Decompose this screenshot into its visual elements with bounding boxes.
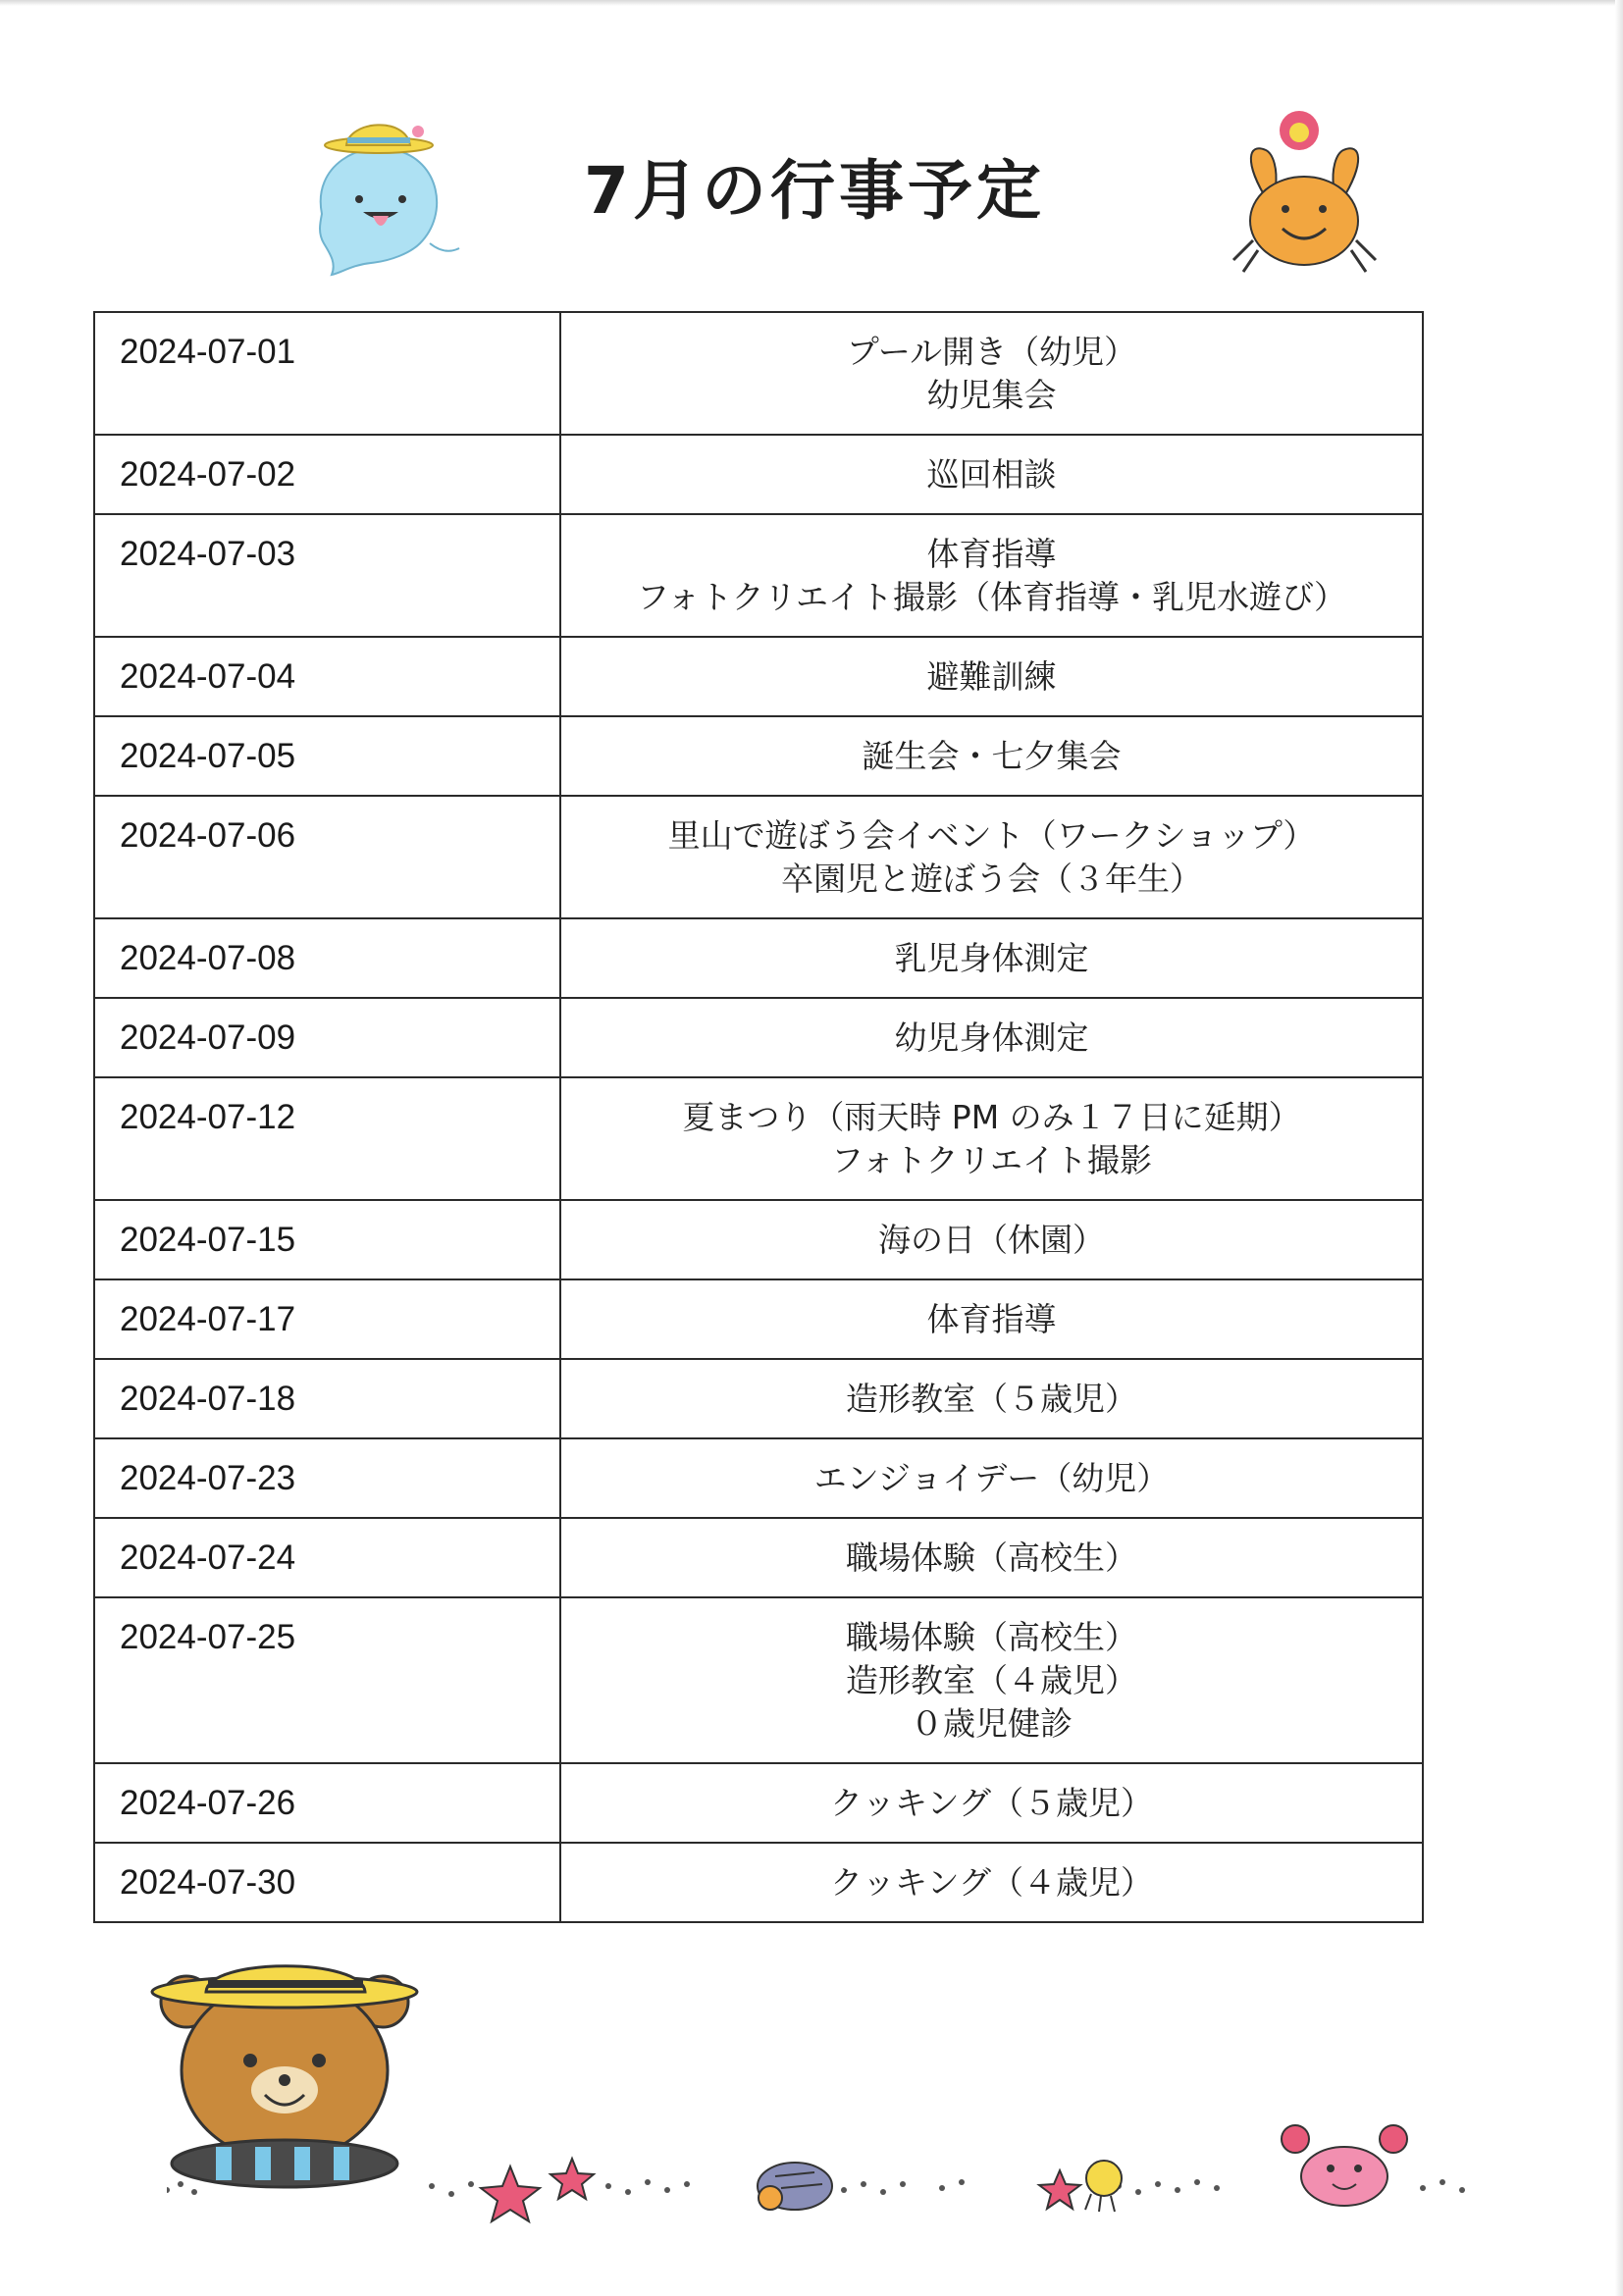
event-item: 幼児集会 <box>926 376 1057 414</box>
event-item: 卒園児と遊ぼう会（３年生） <box>781 860 1202 898</box>
crab-icon <box>1282 2125 1407 2206</box>
starfish-icon <box>550 2159 594 2199</box>
table-row <box>94 998 1423 1077</box>
event-item: 誕生会・七夕集会 <box>862 737 1122 775</box>
table-row <box>94 796 1423 918</box>
table-row <box>94 312 1423 435</box>
schedule-body <box>94 312 1423 1922</box>
table-row <box>94 1597 1423 1763</box>
table-row <box>94 1438 1423 1518</box>
page-title: 7月の行事予定 <box>584 153 1045 229</box>
table-row <box>94 1359 1423 1438</box>
date-cell: 2024-07-01 <box>94 312 560 435</box>
event-item: 巡回相談 <box>926 455 1057 494</box>
event-cell <box>560 1200 1423 1279</box>
event-cell <box>560 1518 1423 1597</box>
event-item: フォトクリエイト撮影 <box>830 1141 1153 1179</box>
event-item: プール開き（幼児） <box>846 333 1137 371</box>
event-item: 避難訓練 <box>926 657 1057 696</box>
date-cell: 2024-07-09 <box>94 998 560 1077</box>
event-item: フォトクリエイト撮影（体育指導・乳児水遊び） <box>636 578 1347 616</box>
date-cell: 2024-07-12 <box>94 1077 560 1200</box>
event-item: 体育指導 <box>926 535 1057 573</box>
table-row <box>94 435 1423 514</box>
event-item: ０歳児健診 <box>911 1704 1073 1743</box>
date-cell: 2024-07-18 <box>94 1359 560 1438</box>
date-cell: 2024-07-25 <box>94 1597 560 1763</box>
date-cell: 2024-07-23 <box>94 1438 560 1518</box>
whale-icon <box>292 106 469 283</box>
table-row <box>94 1279 1423 1359</box>
event-cell <box>560 1077 1423 1200</box>
schedule-table <box>93 311 1424 1923</box>
starfish-icon <box>1039 2170 1080 2209</box>
date-cell: 2024-07-17 <box>94 1279 560 1359</box>
event-cell <box>560 637 1423 716</box>
date-cell: 2024-07-03 <box>94 514 560 637</box>
event-cell <box>560 1359 1423 1438</box>
event-cell <box>560 312 1423 435</box>
event-item: 造形教室（４歳児） <box>846 1661 1137 1699</box>
event-cell <box>560 998 1423 1077</box>
event-cell <box>560 1597 1423 1763</box>
event-cell <box>560 1279 1423 1359</box>
event-item: 幼児身体測定 <box>894 1018 1089 1057</box>
date-cell: 2024-07-30 <box>94 1843 560 1922</box>
octopus-icon <box>1085 2161 1122 2212</box>
table-row <box>94 514 1423 637</box>
date-cell: 2024-07-15 <box>94 1200 560 1279</box>
date-cell: 2024-07-08 <box>94 918 560 998</box>
table-row <box>94 1843 1423 1922</box>
starfish-icon <box>481 2166 540 2221</box>
event-cell <box>560 796 1423 918</box>
date-cell: 2024-07-24 <box>94 1518 560 1597</box>
date-cell: 2024-07-02 <box>94 435 560 514</box>
event-item: クッキング（５歳児） <box>829 1784 1153 1822</box>
event-cell <box>560 1843 1423 1922</box>
event-item: クッキング（４歳児） <box>829 1863 1153 1902</box>
event-cell <box>560 1438 1423 1518</box>
event-item: エンジョイデー（幼児） <box>813 1459 1170 1497</box>
date-cell: 2024-07-06 <box>94 796 560 918</box>
beach-border <box>167 2100 1472 2227</box>
table-row <box>94 1763 1423 1843</box>
date-cell: 2024-07-26 <box>94 1763 560 1843</box>
event-cell <box>560 918 1423 998</box>
table-row <box>94 637 1423 716</box>
scan-top-edge <box>0 0 1623 6</box>
event-item: 乳児身体測定 <box>894 939 1089 977</box>
event-item: 職場体験（高校生） <box>846 1539 1137 1577</box>
table-row <box>94 716 1423 796</box>
event-item: 体育指導 <box>926 1300 1057 1338</box>
event-item: 夏まつり（雨天時 PM のみ１７日に延期） <box>682 1098 1301 1136</box>
table-row <box>94 1518 1423 1597</box>
table-row <box>94 1200 1423 1279</box>
date-cell: 2024-07-04 <box>94 637 560 716</box>
event-item: 海の日（休園） <box>878 1221 1105 1259</box>
scan-right-edge <box>1615 0 1623 2296</box>
table-row <box>94 918 1423 998</box>
date-cell: 2024-07-05 <box>94 716 560 796</box>
event-item: 職場体験（高校生） <box>846 1618 1137 1656</box>
event-cell <box>560 716 1423 796</box>
event-cell <box>560 435 1423 514</box>
event-item: 造形教室（５歳児） <box>846 1380 1137 1418</box>
event-cell <box>560 1763 1423 1843</box>
event-cell <box>560 514 1423 637</box>
crab-icon <box>1209 103 1400 280</box>
table-row <box>94 1077 1423 1200</box>
shell-icon <box>758 2163 832 2210</box>
event-item: 里山で遊ぼう会イベント（ワークショップ） <box>667 816 1316 855</box>
